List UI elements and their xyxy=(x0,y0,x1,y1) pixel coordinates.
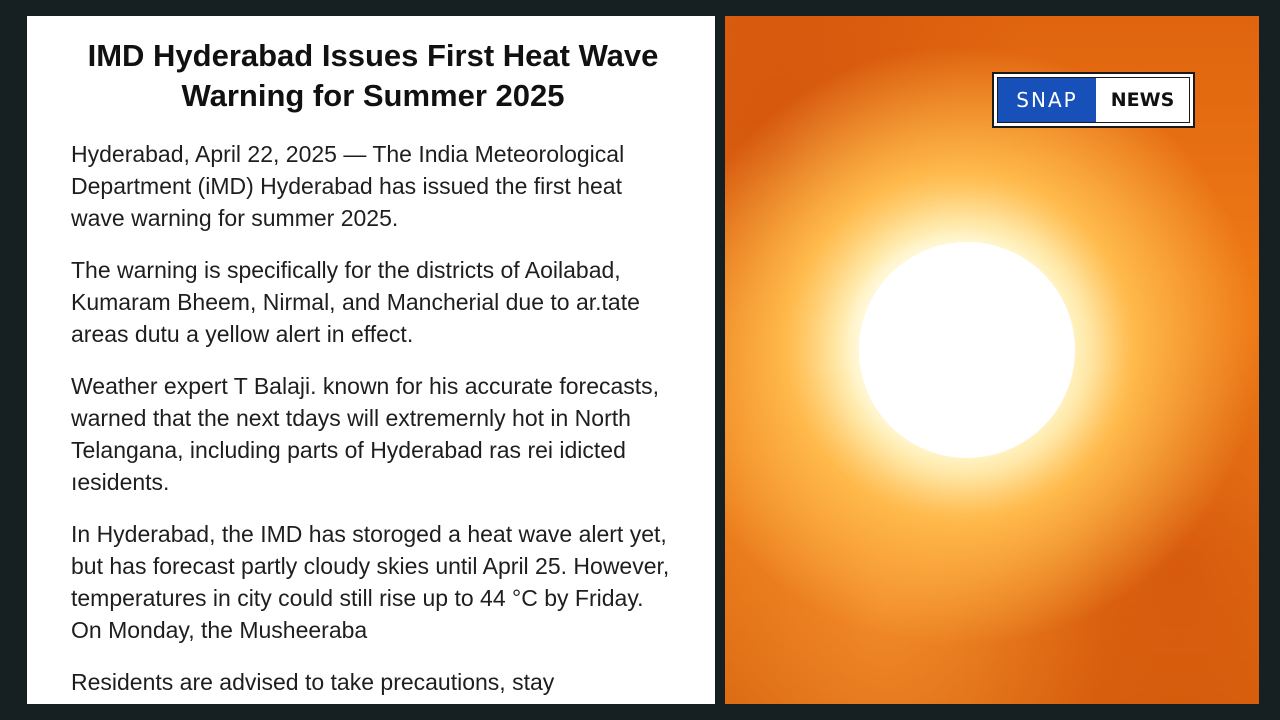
article-headline: IMD Hyderabad Issues First Heat Wave Warning for Summer 2025 xyxy=(87,38,659,113)
article-paragraph: In Hyderabad, the IMD has storoged a heat wave alert yet, but has forecast partly cloudy skies until April 25. However, temperatures in city could still rise up to 44 °C by Friday. On Monday, the Musheeraba xyxy=(71,521,670,643)
article-panel xyxy=(27,16,715,704)
logo-news-text: NEWS xyxy=(1096,78,1189,122)
snap-news-logo xyxy=(992,72,1195,128)
article-paragraph: Weather expert T Balaji. known for his accurate forecasts, warned that the next tdays will extremernly hot in North Telangana, including parts of Hyderabad ras rei idicted ıesidents. xyxy=(71,373,660,495)
sun-icon xyxy=(859,242,1075,458)
article-paragraph: The warning is specifically for the districts of Aoilabad, Kumaram Bheem, Nirmal, and Mancherial due to ar.tate areas dutu a yellow alert in effect. xyxy=(71,257,640,347)
logo-snap-text: SNAP xyxy=(998,78,1096,122)
sun-photo xyxy=(725,16,1259,704)
article-paragraph: Hyderabad, April 22, 2025 — The India Meteorological Department (iMD) Hyderabad has issued the first heat wave warning for summer 2025. xyxy=(71,141,625,231)
article-paragraph: Residents are advised to take precautions, stay xyxy=(71,669,555,695)
logo-box xyxy=(997,77,1190,123)
